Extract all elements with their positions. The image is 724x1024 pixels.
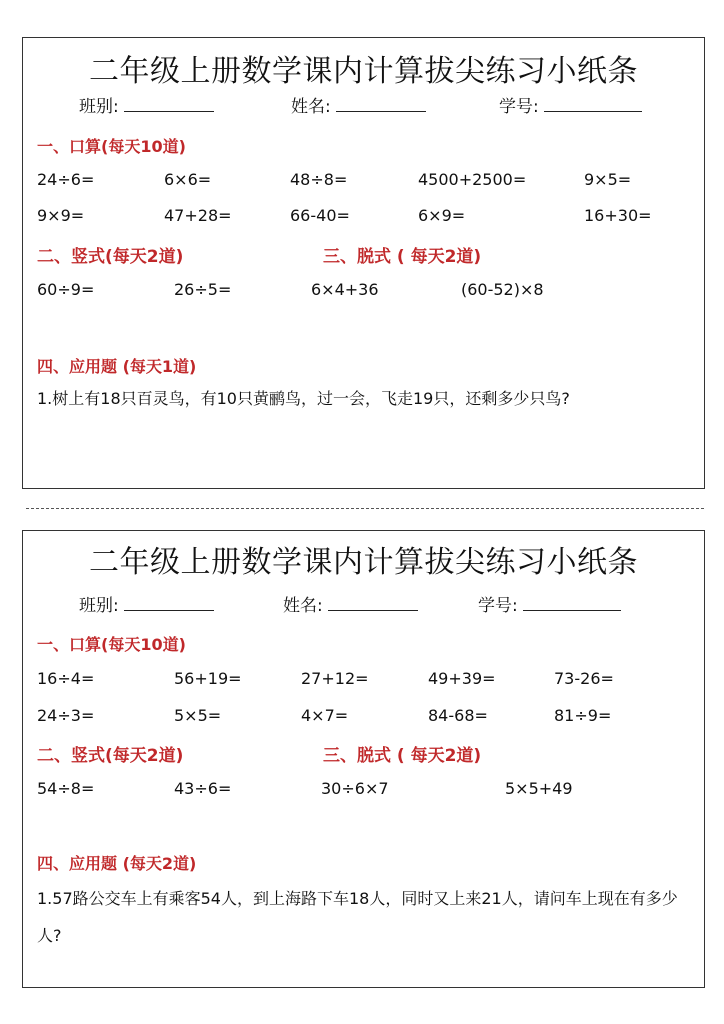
- oral-question: 6×6=: [164, 170, 212, 189]
- class-label: 班别:: [79, 97, 119, 117]
- vertical-question: 60÷9=: [37, 280, 95, 299]
- number-blank[interactable]: [544, 95, 642, 112]
- class-field[interactable]: [79, 591, 214, 616]
- oral-question: 47+28=: [164, 206, 232, 225]
- oral-question: 66-40=: [290, 206, 350, 225]
- number-blank[interactable]: [523, 594, 621, 611]
- stepwise-question: (60-52)×8: [461, 280, 544, 299]
- oral-question: 6×9=: [418, 206, 466, 225]
- oral-question: 24÷3=: [37, 706, 95, 725]
- practice-sheet-1: [22, 37, 705, 489]
- name-blank[interactable]: [336, 95, 426, 112]
- number-label: 学号:: [478, 596, 518, 616]
- word-problem: 1.57路公交车上有乘客54人，到上海路下车18人，同时又上来21人，请问车上现在有多少人?: [37, 889, 678, 945]
- class-blank[interactable]: [124, 95, 214, 112]
- section-word-problem-heading: 四、应用题 (每天2道): [37, 854, 197, 873]
- oral-question: 5×5=: [174, 706, 222, 725]
- oral-question: 27+12=: [301, 669, 369, 688]
- oral-question: 24÷6=: [37, 170, 95, 189]
- cut-line-divider: [26, 508, 704, 509]
- oral-question: 4500+2500=: [418, 170, 527, 189]
- oral-question: 56+19=: [174, 669, 242, 688]
- section-stepwise-heading: 三、脱式 ( 每天2道): [323, 746, 482, 766]
- oral-question: 4×7=: [301, 706, 349, 725]
- name-field[interactable]: [283, 591, 418, 616]
- sheet-title: 二年级上册数学课内计算拔尖练习小纸条: [89, 545, 638, 580]
- name-label: 姓名:: [291, 97, 331, 117]
- stepwise-question: 6×4+36: [311, 280, 379, 299]
- vertical-question: 43÷6=: [174, 779, 232, 798]
- oral-question: 9×5=: [584, 170, 632, 189]
- oral-question: 84-68=: [428, 706, 488, 725]
- practice-sheet-2: [22, 530, 705, 988]
- oral-question: 48÷8=: [290, 170, 348, 189]
- section-stepwise-heading: 三、脱式 ( 每天2道): [323, 247, 482, 267]
- number-field[interactable]: [478, 591, 621, 616]
- section-vertical-heading: 二、竖式(每天2道): [37, 247, 184, 267]
- section-oral-heading: 一、口算(每天10道): [37, 635, 186, 654]
- vertical-question: 54÷8=: [37, 779, 95, 798]
- name-label: 姓名:: [283, 596, 323, 616]
- oral-question: 81÷9=: [554, 706, 612, 725]
- section-vertical-heading: 二、竖式(每天2道): [37, 746, 184, 766]
- class-blank[interactable]: [124, 594, 214, 611]
- stepwise-question: 5×5+49: [505, 779, 573, 798]
- vertical-question: 26÷5=: [174, 280, 232, 299]
- sheet-title: 二年级上册数学课内计算拔尖练习小纸条: [89, 54, 638, 89]
- class-field[interactable]: [79, 92, 214, 117]
- section-oral-heading: 一、口算(每天10道): [37, 137, 186, 156]
- word-problem: 1.树上有18只百灵鸟，有10只黄鹂鸟，过一会，飞走19只，还剩多少只鸟?: [37, 389, 570, 408]
- oral-question: 9×9=: [37, 206, 85, 225]
- number-field[interactable]: [499, 92, 642, 117]
- name-field[interactable]: [291, 92, 426, 117]
- number-label: 学号:: [499, 97, 539, 117]
- name-blank[interactable]: [328, 594, 418, 611]
- oral-question: 73-26=: [554, 669, 614, 688]
- section-word-problem-heading: 四、应用题 (每天1道): [37, 357, 197, 376]
- class-label: 班别:: [79, 596, 119, 616]
- oral-question: 16+30=: [584, 206, 652, 225]
- oral-question: 49+39=: [428, 669, 496, 688]
- stepwise-question: 30÷6×7: [321, 779, 389, 798]
- oral-question: 16÷4=: [37, 669, 95, 688]
